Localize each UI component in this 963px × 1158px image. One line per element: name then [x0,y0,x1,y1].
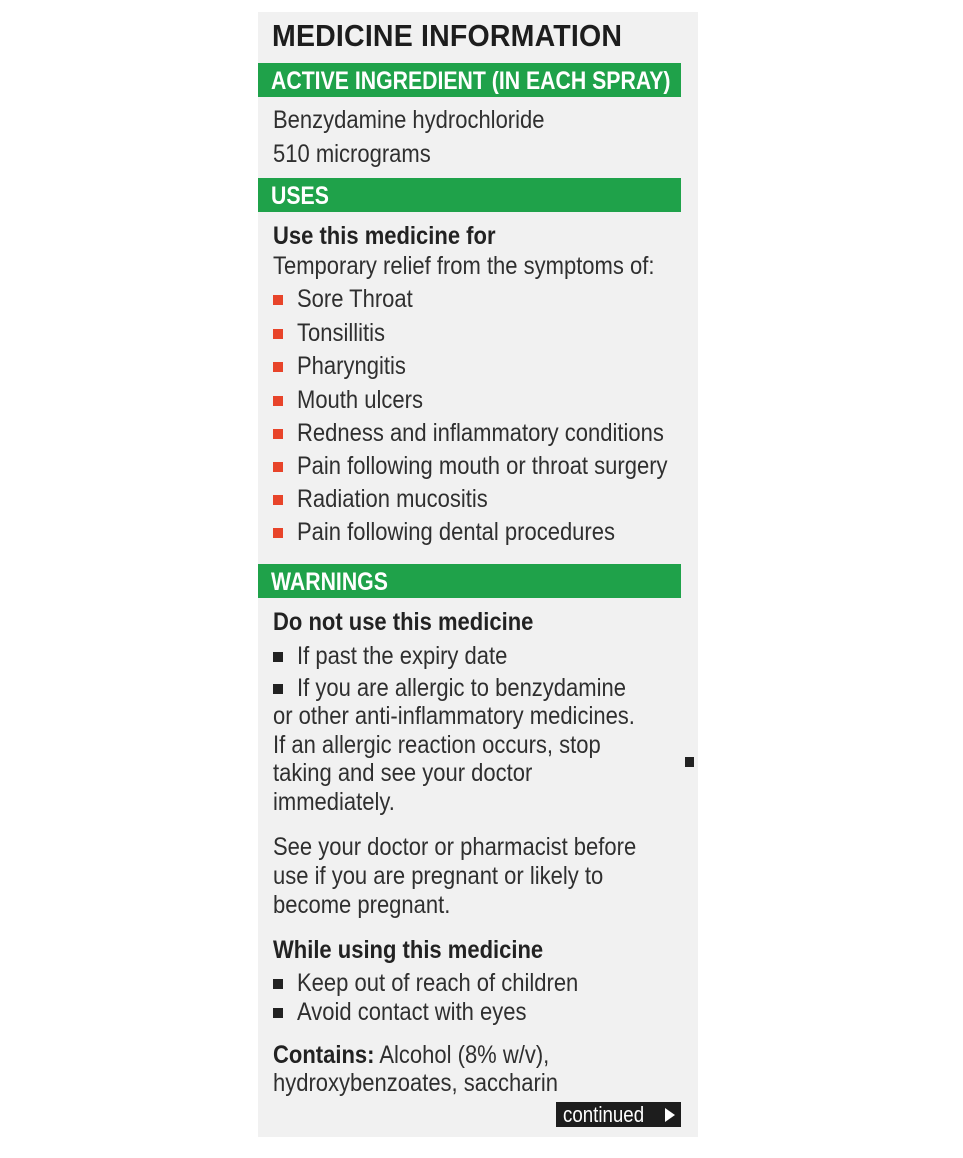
arrow-right-icon [665,1108,675,1122]
bullet-icon [273,684,283,694]
bullet-icon [273,652,283,662]
continued-badge [556,1102,681,1127]
page-title: MEDICINE INFORMATION [272,18,623,53]
pregnancy-text-line: become pregnant. [273,891,451,919]
bullet-icon [273,462,283,472]
contains-line [273,1041,549,1070]
continued-label: continued [563,1102,645,1127]
warnings-heading: WARNINGS [271,568,388,596]
active-ingredient-heading: ACTIVE INGREDIENT (IN EACH SPRAY) [271,67,671,95]
allergy-text-line: or other anti-inflammatory medicines. [273,702,635,730]
uses-intro: Temporary relief from the symptoms of: [273,252,655,280]
contains-label: Contains: [273,1041,375,1069]
contains-line-2: hydroxybenzoates, saccharin [273,1069,558,1097]
bullet-icon [273,362,283,372]
bullet-icon [273,429,283,439]
bullet-icon [273,1008,283,1018]
ingredient-name: Benzydamine hydrochloride [273,106,545,134]
while-using-heading: While using this medicine [273,936,544,964]
bullet-icon [273,396,283,406]
bullet-icon [273,329,283,339]
allergy-text-line: taking and see your doctor [273,759,533,787]
bullet-icon [273,979,283,989]
bullet-icon [273,495,283,505]
active-ingredient-header [258,63,681,97]
allergy-text-line: immediately. [273,788,395,816]
uses-subheading: Use this medicine for [273,222,496,250]
allergy-text-line: If an allergic reaction occurs, stop [273,731,601,759]
contains-text: Alcohol (8% w/v), [379,1041,550,1069]
uses-heading: USES [271,182,329,210]
ingredient-amount: 510 micrograms [273,140,431,168]
uses-header [258,178,681,212]
bullet-icon [273,295,283,305]
margin-mark [685,757,694,767]
warnings-subheading: Do not use this medicine [273,608,534,636]
pregnancy-text-line: See your doctor or pharmacist before [273,833,637,861]
warnings-header [258,564,681,598]
pregnancy-text-line: use if you are pregnant or likely to [273,862,604,890]
bullet-icon [273,528,283,538]
